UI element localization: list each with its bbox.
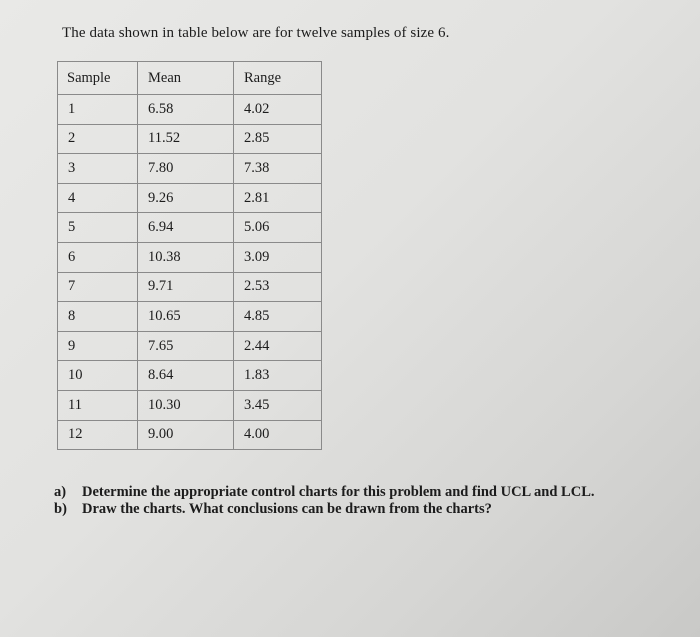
table-row [58,213,322,243]
cell-mean: 9.00 [138,420,234,450]
cell-mean: 8.64 [138,361,234,391]
table-body [58,95,322,450]
cell-sample: 9 [58,331,138,361]
cell-range: 3.09 [234,242,322,272]
question-text: Determine the appropriate control charts for this problem and find UCL and LCL. [82,484,595,500]
cell-range: 2.85 [234,124,322,154]
header-range: Range [234,62,322,95]
cell-sample: 8 [58,302,138,332]
question-marker: b) [54,501,67,517]
questions-list [54,484,594,518]
cell-mean: 7.65 [138,331,234,361]
cell-sample: 5 [58,213,138,243]
table-row [58,183,322,213]
cell-sample: 1 [58,95,138,125]
cell-range: 2.44 [234,331,322,361]
cell-sample: 4 [58,183,138,213]
cell-mean: 6.94 [138,213,234,243]
cell-sample: 11 [58,390,138,420]
header-sample: Sample [58,62,138,95]
table-row [58,331,322,361]
table-row [58,302,322,332]
table-row [58,95,322,125]
cell-mean: 10.38 [138,242,234,272]
table-header-row [58,62,322,95]
cell-mean: 6.58 [138,95,234,125]
cell-sample: 6 [58,242,138,272]
cell-mean: 11.52 [138,124,234,154]
cell-sample: 3 [58,154,138,184]
question-text: Draw the charts. What conclusions can be drawn from the charts? [82,501,492,517]
cell-sample: 7 [58,272,138,302]
table-row [58,154,322,184]
cell-range: 4.00 [234,420,322,450]
question-b [54,501,594,518]
cell-sample: 12 [58,420,138,450]
question-a [54,484,594,501]
cell-range: 4.85 [234,302,322,332]
cell-range: 7.38 [234,154,322,184]
problem-intro: The data shown in table below are for twelve samples of size 6. [62,25,450,41]
cell-range: 4.02 [234,95,322,125]
cell-mean: 7.80 [138,154,234,184]
table-row [58,420,322,450]
table-row [58,361,322,391]
cell-sample: 10 [58,361,138,391]
cell-range: 2.81 [234,183,322,213]
cell-range: 2.53 [234,272,322,302]
cell-range: 5.06 [234,213,322,243]
table-row [58,242,322,272]
cell-mean: 9.26 [138,183,234,213]
samples-table [57,61,322,450]
cell-range: 1.83 [234,361,322,391]
question-marker: a) [54,484,67,500]
table-row [58,272,322,302]
cell-mean: 10.30 [138,390,234,420]
cell-sample: 2 [58,124,138,154]
header-mean: Mean [138,62,234,95]
cell-mean: 10.65 [138,302,234,332]
table-row [58,390,322,420]
table-row [58,124,322,154]
cell-mean: 9.71 [138,272,234,302]
cell-range: 3.45 [234,390,322,420]
